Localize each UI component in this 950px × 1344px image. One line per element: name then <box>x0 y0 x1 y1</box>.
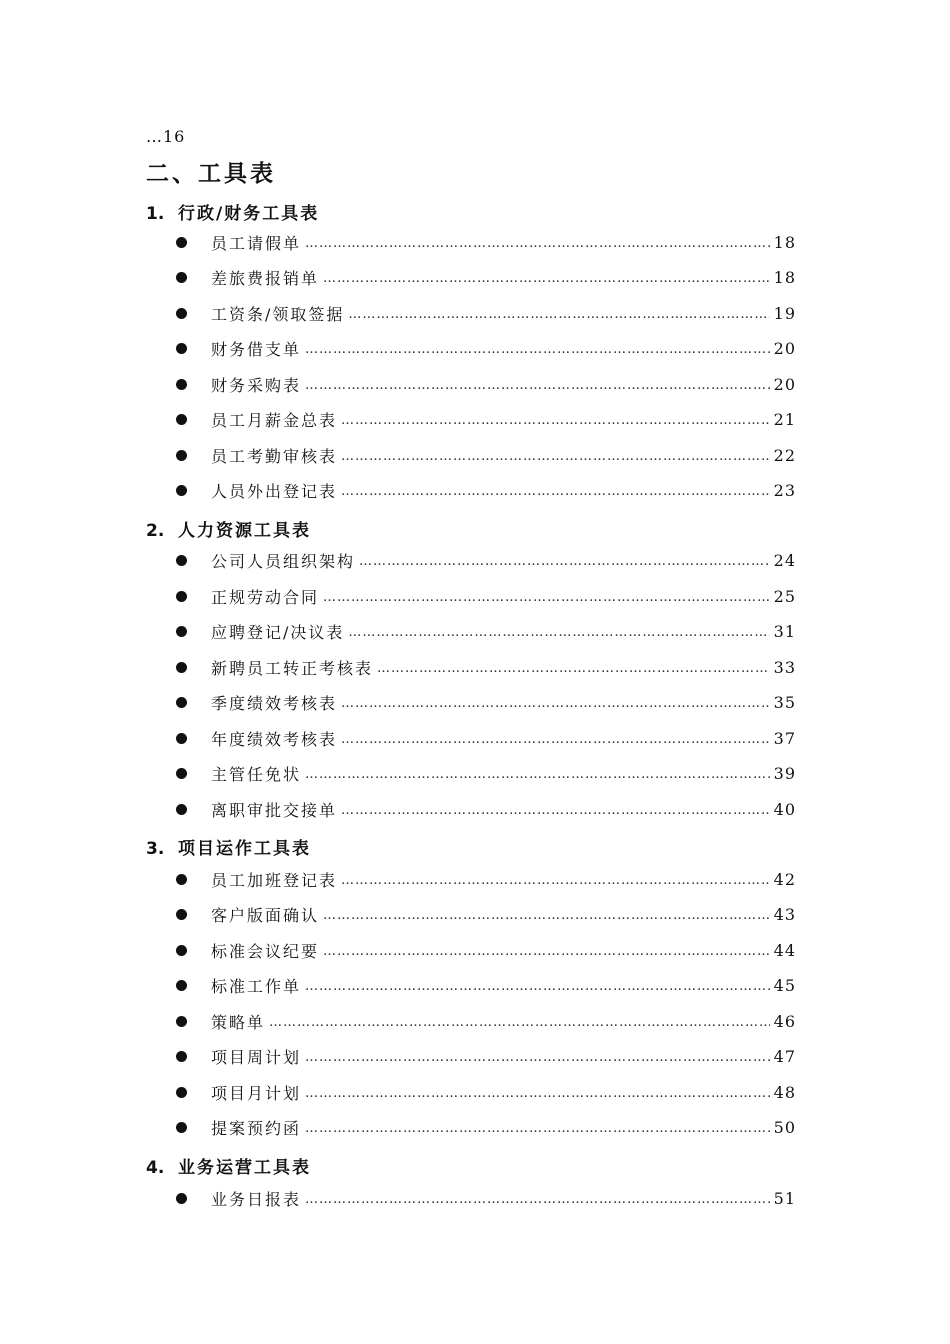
dot-leader <box>341 690 770 714</box>
entry-label: 员工加班登记表 <box>211 870 338 890</box>
section-number: 1. <box>146 204 165 224</box>
section-label: 人力资源工具表 <box>178 521 311 541</box>
dot-leader <box>341 443 770 467</box>
bullet-icon <box>176 980 187 991</box>
dot-leader <box>305 973 770 997</box>
entry-page-number: 18 <box>773 232 796 252</box>
entry-page-number: 33 <box>773 657 796 677</box>
carryover-page-ref: …16 <box>146 127 186 146</box>
entry-page-number: 37 <box>773 728 796 748</box>
bullet-icon <box>176 804 187 815</box>
entry-label: 人员外出登记表 <box>211 481 338 501</box>
dot-leader <box>341 797 770 821</box>
entry-page-number: 51 <box>773 1188 796 1208</box>
dot-leader <box>341 867 770 891</box>
dot-leader <box>269 1009 770 1033</box>
dot-leader <box>341 726 770 750</box>
entry-page-number: 35 <box>773 692 796 712</box>
entry-page-number: 20 <box>773 374 796 394</box>
bullet-icon <box>176 1193 187 1204</box>
entry-label: 应聘登记/决议表 <box>211 622 345 642</box>
toc-entry[interactable] <box>176 973 796 997</box>
entry-label: 提案预约函 <box>211 1118 302 1138</box>
toc-entry[interactable] <box>176 336 796 360</box>
toc-entry[interactable] <box>176 619 796 643</box>
toc-entry[interactable] <box>176 1009 796 1033</box>
entry-page-number: 39 <box>773 763 796 783</box>
dot-leader <box>305 761 770 785</box>
entry-label: 策略单 <box>211 1012 266 1032</box>
bullet-icon <box>176 662 187 673</box>
dot-leader <box>359 548 770 572</box>
toc-entry[interactable] <box>176 655 796 679</box>
toc-entry[interactable] <box>176 443 796 467</box>
entry-page-number: 47 <box>773 1046 796 1066</box>
bullet-icon <box>176 555 187 566</box>
entry-label: 员工请假单 <box>211 233 302 253</box>
entry-label: 差旅费报销单 <box>211 268 320 288</box>
entry-label: 客户版面确认 <box>211 905 320 925</box>
entry-page-number: 19 <box>773 303 796 323</box>
entry-label: 项目月计划 <box>211 1083 302 1103</box>
bullet-icon <box>176 1051 187 1062</box>
entry-page-number: 24 <box>773 550 796 570</box>
toc-entry[interactable] <box>176 902 796 926</box>
section-label: 项目运作工具表 <box>178 839 311 859</box>
section-title <box>146 834 311 859</box>
toc-entry[interactable] <box>176 372 796 396</box>
entry-page-number: 31 <box>773 621 796 641</box>
section-label: 业务运营工具表 <box>178 1158 311 1178</box>
entry-label: 主管任免状 <box>211 764 302 784</box>
bullet-icon <box>176 1016 187 1027</box>
toc-entry[interactable] <box>176 230 796 254</box>
entry-label: 工资条/领取签据 <box>211 304 345 324</box>
bullet-icon <box>176 1122 187 1133</box>
toc-entry[interactable] <box>176 1186 796 1210</box>
entry-page-number: 46 <box>773 1011 796 1031</box>
entry-label: 员工月薪金总表 <box>211 410 338 430</box>
entry-label: 标准会议纪要 <box>211 941 320 961</box>
entry-label: 季度绩效考核表 <box>211 693 338 713</box>
entry-label: 项目周计划 <box>211 1047 302 1067</box>
dot-leader <box>341 478 770 502</box>
toc-entry[interactable] <box>176 726 796 750</box>
bullet-icon <box>176 414 187 425</box>
toc-entry[interactable] <box>176 761 796 785</box>
entry-label: 标准工作单 <box>211 976 302 996</box>
bullet-icon <box>176 272 187 283</box>
toc-entry[interactable] <box>176 938 796 962</box>
entry-label: 财务借支单 <box>211 339 302 359</box>
dot-leader <box>323 938 770 962</box>
bullet-icon <box>176 308 187 319</box>
toc-entry[interactable] <box>176 478 796 502</box>
section-number: 2. <box>146 521 165 541</box>
entry-page-number: 43 <box>773 904 796 924</box>
entry-page-number: 48 <box>773 1082 796 1102</box>
dot-leader <box>377 655 770 679</box>
toc-entry[interactable] <box>176 1080 796 1104</box>
section-label: 行政/财务工具表 <box>178 204 320 224</box>
dot-leader <box>348 301 769 325</box>
entry-label: 业务日报表 <box>211 1189 302 1209</box>
dot-leader <box>305 1115 770 1139</box>
bullet-icon <box>176 945 187 956</box>
entry-label: 新聘员工转正考核表 <box>211 658 374 678</box>
bullet-icon <box>176 485 187 496</box>
dot-leader <box>348 619 769 643</box>
entry-page-number: 25 <box>773 586 796 606</box>
toc-entry[interactable] <box>176 584 796 608</box>
entry-page-number: 40 <box>773 799 796 819</box>
dot-leader <box>323 584 770 608</box>
entry-page-number: 23 <box>773 480 796 500</box>
toc-entry[interactable] <box>176 797 796 821</box>
dot-leader <box>305 1080 770 1104</box>
entry-page-number: 18 <box>773 267 796 287</box>
bullet-icon <box>176 591 187 602</box>
entry-label: 正规劳动合同 <box>211 587 320 607</box>
entry-page-number: 21 <box>773 409 796 429</box>
toc-entry[interactable] <box>176 867 796 891</box>
toc-entry[interactable] <box>176 301 796 325</box>
entry-page-number: 45 <box>773 975 796 995</box>
bullet-icon <box>176 343 187 354</box>
section-title <box>146 1153 311 1178</box>
entry-page-number: 42 <box>773 869 796 889</box>
toc-entry[interactable] <box>176 690 796 714</box>
dot-leader <box>305 1044 770 1068</box>
entry-page-number: 50 <box>773 1117 796 1137</box>
bullet-icon <box>176 379 187 390</box>
bullet-icon <box>176 1087 187 1098</box>
section-number: 4. <box>146 1158 165 1178</box>
bullet-icon <box>176 237 187 248</box>
dot-leader <box>323 265 770 289</box>
bullet-icon <box>176 733 187 744</box>
section-number: 3. <box>146 839 165 859</box>
entry-page-number: 20 <box>773 338 796 358</box>
entry-label: 年度绩效考核表 <box>211 729 338 749</box>
dot-leader <box>305 230 770 254</box>
bullet-icon <box>176 626 187 637</box>
dot-leader <box>341 407 770 431</box>
bullet-icon <box>176 768 187 779</box>
dot-leader <box>323 902 770 926</box>
toc-heading: 二、工具表 <box>146 161 276 187</box>
dot-leader <box>305 1186 770 1210</box>
entry-page-number: 22 <box>773 445 796 465</box>
entry-label: 公司人员组织架构 <box>211 551 356 571</box>
entry-page-number: 44 <box>773 940 796 960</box>
toc-entry[interactable] <box>176 1115 796 1139</box>
dot-leader <box>305 372 770 396</box>
bullet-icon <box>176 450 187 461</box>
toc-entry[interactable] <box>176 1044 796 1068</box>
toc-entry[interactable] <box>176 265 796 289</box>
bullet-icon <box>176 697 187 708</box>
entry-label: 离职审批交接单 <box>211 800 338 820</box>
section-title <box>146 516 311 541</box>
toc-entry[interactable] <box>176 548 796 572</box>
bullet-icon <box>176 909 187 920</box>
dot-leader <box>305 336 770 360</box>
toc-entry[interactable] <box>176 407 796 431</box>
entry-label: 员工考勤审核表 <box>211 446 338 466</box>
bullet-icon <box>176 874 187 885</box>
section-title <box>146 199 320 224</box>
entry-label: 财务采购表 <box>211 375 302 395</box>
